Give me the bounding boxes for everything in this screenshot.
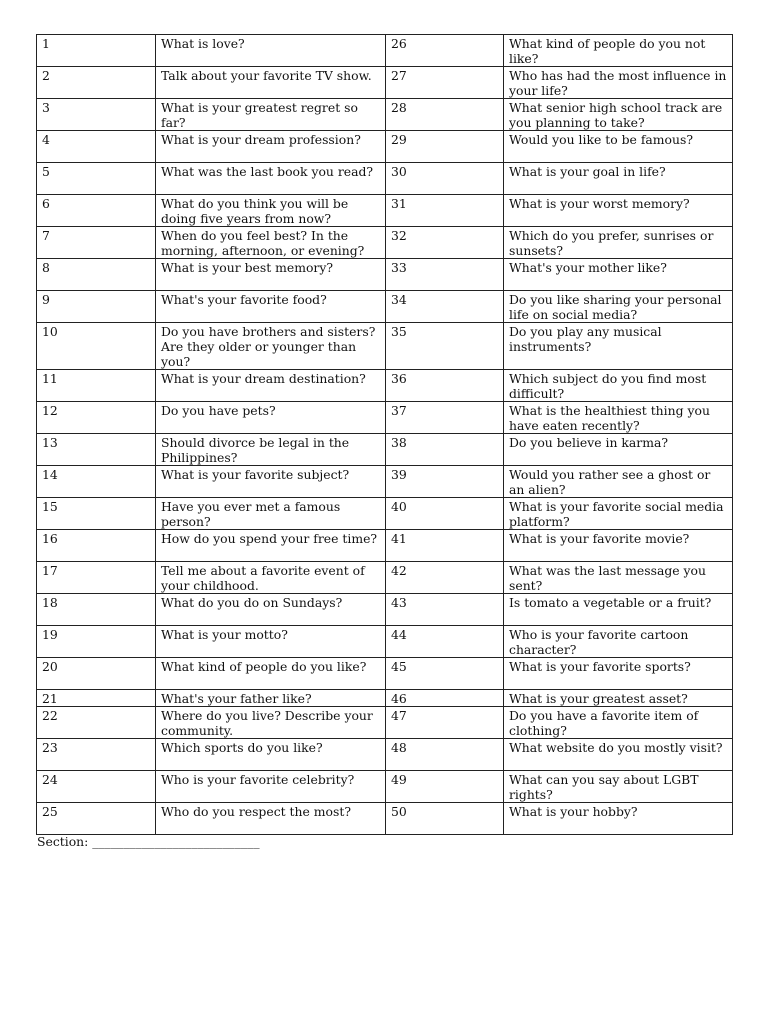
question-text-left: What is your dream profession? bbox=[156, 131, 386, 163]
question-text-left: What is your dream destination? bbox=[156, 370, 386, 402]
question-text-right: Which do you prefer, sunrises or sunsets? bbox=[504, 227, 733, 259]
question-text-right: What's your mother like? bbox=[504, 259, 733, 291]
questions-table-body bbox=[37, 35, 733, 835]
question-text-left: Who do you respect the most? bbox=[156, 803, 386, 835]
question-text-right: Would you like to be famous? bbox=[504, 131, 733, 163]
question-number-left: 12 bbox=[37, 402, 156, 434]
question-number-right: 42 bbox=[386, 562, 504, 594]
question-number-right: 49 bbox=[386, 771, 504, 803]
question-number-right: 28 bbox=[386, 99, 504, 131]
table-row bbox=[37, 690, 733, 707]
question-number-left: 20 bbox=[37, 658, 156, 690]
table-row bbox=[37, 291, 733, 323]
question-number-left: 9 bbox=[37, 291, 156, 323]
table-row bbox=[37, 658, 733, 690]
question-number-left: 8 bbox=[37, 259, 156, 291]
table-row bbox=[37, 803, 733, 835]
question-text-left: What's your father like? bbox=[156, 690, 386, 707]
table-row bbox=[37, 195, 733, 227]
table-row bbox=[37, 594, 733, 626]
question-number-left: 7 bbox=[37, 227, 156, 259]
question-text-right: What was the last message you sent? bbox=[504, 562, 733, 594]
question-number-left: 22 bbox=[37, 707, 156, 739]
question-text-left: What do you think you will be doing five years from now? bbox=[156, 195, 386, 227]
question-number-right: 44 bbox=[386, 626, 504, 658]
question-text-right: Do you like sharing your personal life on social media? bbox=[504, 291, 733, 323]
question-number-left: 23 bbox=[37, 739, 156, 771]
question-text-left: Do you have pets? bbox=[156, 402, 386, 434]
question-number-right: 47 bbox=[386, 707, 504, 739]
question-number-left: 17 bbox=[37, 562, 156, 594]
question-text-right: Do you have a favorite item of clothing? bbox=[504, 707, 733, 739]
table-row bbox=[37, 498, 733, 530]
question-text-left: Should divorce be legal in the Philippines? bbox=[156, 434, 386, 466]
table-row bbox=[37, 466, 733, 498]
question-number-right: 37 bbox=[386, 402, 504, 434]
question-text-left: Tell me about a favorite event of your childhood. bbox=[156, 562, 386, 594]
question-text-right: Is tomato a vegetable or a fruit? bbox=[504, 594, 733, 626]
question-number-right: 35 bbox=[386, 323, 504, 370]
question-text-left: What's your favorite food? bbox=[156, 291, 386, 323]
table-row bbox=[37, 771, 733, 803]
question-text-right: What is your favorite sports? bbox=[504, 658, 733, 690]
question-number-right: 45 bbox=[386, 658, 504, 690]
question-text-left: What kind of people do you like? bbox=[156, 658, 386, 690]
question-number-left: 21 bbox=[37, 690, 156, 707]
question-number-right: 40 bbox=[386, 498, 504, 530]
question-number-right: 30 bbox=[386, 163, 504, 195]
question-text-right: What is your greatest asset? bbox=[504, 690, 733, 707]
question-number-left: 16 bbox=[37, 530, 156, 562]
question-text-right: What is your hobby? bbox=[504, 803, 733, 835]
question-number-left: 24 bbox=[37, 771, 156, 803]
question-number-left: 11 bbox=[37, 370, 156, 402]
question-number-left: 6 bbox=[37, 195, 156, 227]
question-text-left: What is your favorite subject? bbox=[156, 466, 386, 498]
question-text-left: Which sports do you like? bbox=[156, 739, 386, 771]
question-text-right: What kind of people do you not like? bbox=[504, 35, 733, 67]
table-row bbox=[37, 131, 733, 163]
question-text-left: Do you have brothers and sisters? Are they older or younger than you? bbox=[156, 323, 386, 370]
question-text-right: What is your favorite movie? bbox=[504, 530, 733, 562]
question-text-right: What is the healthiest thing you have eaten recently? bbox=[504, 402, 733, 434]
question-number-right: 48 bbox=[386, 739, 504, 771]
section-label: Section: ___________________________ bbox=[37, 834, 260, 849]
question-number-right: 34 bbox=[386, 291, 504, 323]
question-number-right: 33 bbox=[386, 259, 504, 291]
question-text-right: Who is your favorite cartoon character? bbox=[504, 626, 733, 658]
question-text-right: What is your goal in life? bbox=[504, 163, 733, 195]
table-row bbox=[37, 259, 733, 291]
table-row bbox=[37, 707, 733, 739]
question-text-right: Do you believe in karma? bbox=[504, 434, 733, 466]
question-text-left: What is your greatest regret so far? bbox=[156, 99, 386, 131]
question-text-left: Who is your favorite celebrity? bbox=[156, 771, 386, 803]
question-number-right: 38 bbox=[386, 434, 504, 466]
question-number-right: 36 bbox=[386, 370, 504, 402]
question-number-left: 13 bbox=[37, 434, 156, 466]
question-number-left: 15 bbox=[37, 498, 156, 530]
question-number-left: 4 bbox=[37, 131, 156, 163]
question-text-left: When do you feel best? In the morning, afternoon, or evening? bbox=[156, 227, 386, 259]
question-text-left: What is your motto? bbox=[156, 626, 386, 658]
table-row bbox=[37, 370, 733, 402]
question-text-left: Where do you live? Describe your community. bbox=[156, 707, 386, 739]
question-number-left: 3 bbox=[37, 99, 156, 131]
question-number-right: 39 bbox=[386, 466, 504, 498]
table-row bbox=[37, 163, 733, 195]
question-text-left: How do you spend your free time? bbox=[156, 530, 386, 562]
question-number-right: 31 bbox=[386, 195, 504, 227]
question-number-left: 19 bbox=[37, 626, 156, 658]
question-number-right: 43 bbox=[386, 594, 504, 626]
question-text-right: Would you rather see a ghost or an alien? bbox=[504, 466, 733, 498]
question-number-right: 41 bbox=[386, 530, 504, 562]
question-text-right: What is your favorite social media platform? bbox=[504, 498, 733, 530]
table-row bbox=[37, 626, 733, 658]
question-text-left: Talk about your favorite TV show. bbox=[156, 67, 386, 99]
question-number-left: 5 bbox=[37, 163, 156, 195]
table-row bbox=[37, 562, 733, 594]
question-number-left: 14 bbox=[37, 466, 156, 498]
table-row bbox=[37, 434, 733, 466]
question-number-left: 1 bbox=[37, 35, 156, 67]
questions-table bbox=[36, 34, 733, 835]
table-row bbox=[37, 739, 733, 771]
table-row bbox=[37, 35, 733, 67]
question-number-left: 18 bbox=[37, 594, 156, 626]
question-text-left: What was the last book you read? bbox=[156, 163, 386, 195]
question-number-left: 10 bbox=[37, 323, 156, 370]
table-row bbox=[37, 99, 733, 131]
question-text-right: What is your worst memory? bbox=[504, 195, 733, 227]
question-number-right: 29 bbox=[386, 131, 504, 163]
question-number-right: 32 bbox=[386, 227, 504, 259]
question-number-right: 50 bbox=[386, 803, 504, 835]
question-text-left: Have you ever met a famous person? bbox=[156, 498, 386, 530]
question-text-right: Who has had the most influence in your life? bbox=[504, 67, 733, 99]
question-text-left: What is your best memory? bbox=[156, 259, 386, 291]
question-text-right: Which subject do you find most difficult? bbox=[504, 370, 733, 402]
question-number-right: 46 bbox=[386, 690, 504, 707]
question-text-right: What website do you mostly visit? bbox=[504, 739, 733, 771]
table-row bbox=[37, 227, 733, 259]
question-text-right: What can you say about LGBT rights? bbox=[504, 771, 733, 803]
question-text-left: What is love? bbox=[156, 35, 386, 67]
question-text-right: What senior high school track are you planning to take? bbox=[504, 99, 733, 131]
question-number-right: 26 bbox=[386, 35, 504, 67]
question-text-left: What do you do on Sundays? bbox=[156, 594, 386, 626]
question-text-right: Do you play any musical instruments? bbox=[504, 323, 733, 370]
question-number-left: 25 bbox=[37, 803, 156, 835]
table-row bbox=[37, 402, 733, 434]
table-row bbox=[37, 67, 733, 99]
question-number-left: 2 bbox=[37, 67, 156, 99]
table-row bbox=[37, 530, 733, 562]
question-number-right: 27 bbox=[386, 67, 504, 99]
table-row bbox=[37, 323, 733, 370]
